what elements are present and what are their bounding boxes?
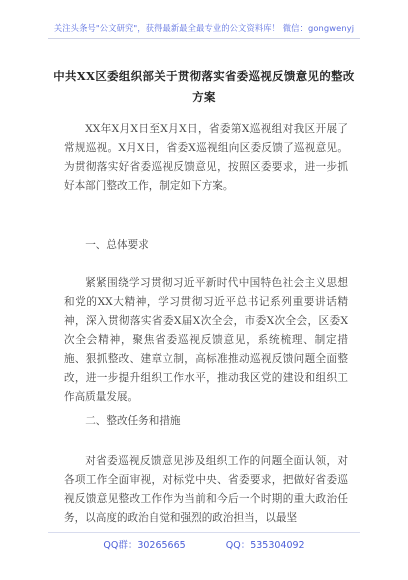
tasks-paragraph: 对省委巡视反馈意见涉及组织工作的问题全面认领，对各项工作全面审视，对标党中央、省委要求，把做好省委巡视反馈意见整改工作作为当前和今后一个时期的重大政治任务，以高度的政治自觉和强烈的政治担当，以最坚 (64, 455, 348, 524)
tasks-paragraph-block (64, 452, 348, 528)
footer-qq: QQ：535304092 (225, 540, 305, 551)
header-divider (48, 38, 360, 39)
header-promo-note: 关注头条号"公文研究"，获得最新最全最专业的公文资料库！ 微信：gongwenyj (53, 23, 355, 33)
section-heading-general-requirements: 一、总体要求 (85, 239, 149, 251)
footer-qq-group: QQ群：30265665 (103, 540, 186, 551)
general-requirements-paragraph: 紧紧围绕学习贯彻习近平新时代中国特色社会主义思想和党的XX大精神，学习贯彻习近平总书记系列重要讲话精神，深入贯彻落实省委X届X次全会，市委X次全会，区委X次全会精神，聚焦省委巡视反馈意见，系统梳理、制定措施、狠抓整改、建章立制，高标准推动巡视反馈问题全面整改，进一步提升组织工作水平，推动我区党的建设和组织工作高质量发展。 (64, 277, 348, 403)
footer-divider (48, 532, 360, 533)
section-heading-block-2 (64, 412, 348, 431)
general-requirements-paragraph-block (64, 274, 348, 407)
document-title: 中共XX区委组织部关于贯彻落实省委巡视反馈意见的整改方案 (53, 69, 355, 104)
intro-paragraph: XX年X月X日至X月X日，省委第X巡视组对我区开展了常规巡视。X月X日，省委X巡视组向区委反馈了巡视意见。为贯彻落实好省委巡视反馈意见，按照区委要求，进一步抓好本部门整改工作，制定如下方案。 (64, 123, 348, 192)
section-heading-tasks-measures: 二、整改任务和措施 (85, 415, 181, 427)
section-heading-block-1 (64, 236, 348, 255)
intro-paragraph-block (64, 120, 348, 196)
footer-contact (0, 537, 408, 551)
